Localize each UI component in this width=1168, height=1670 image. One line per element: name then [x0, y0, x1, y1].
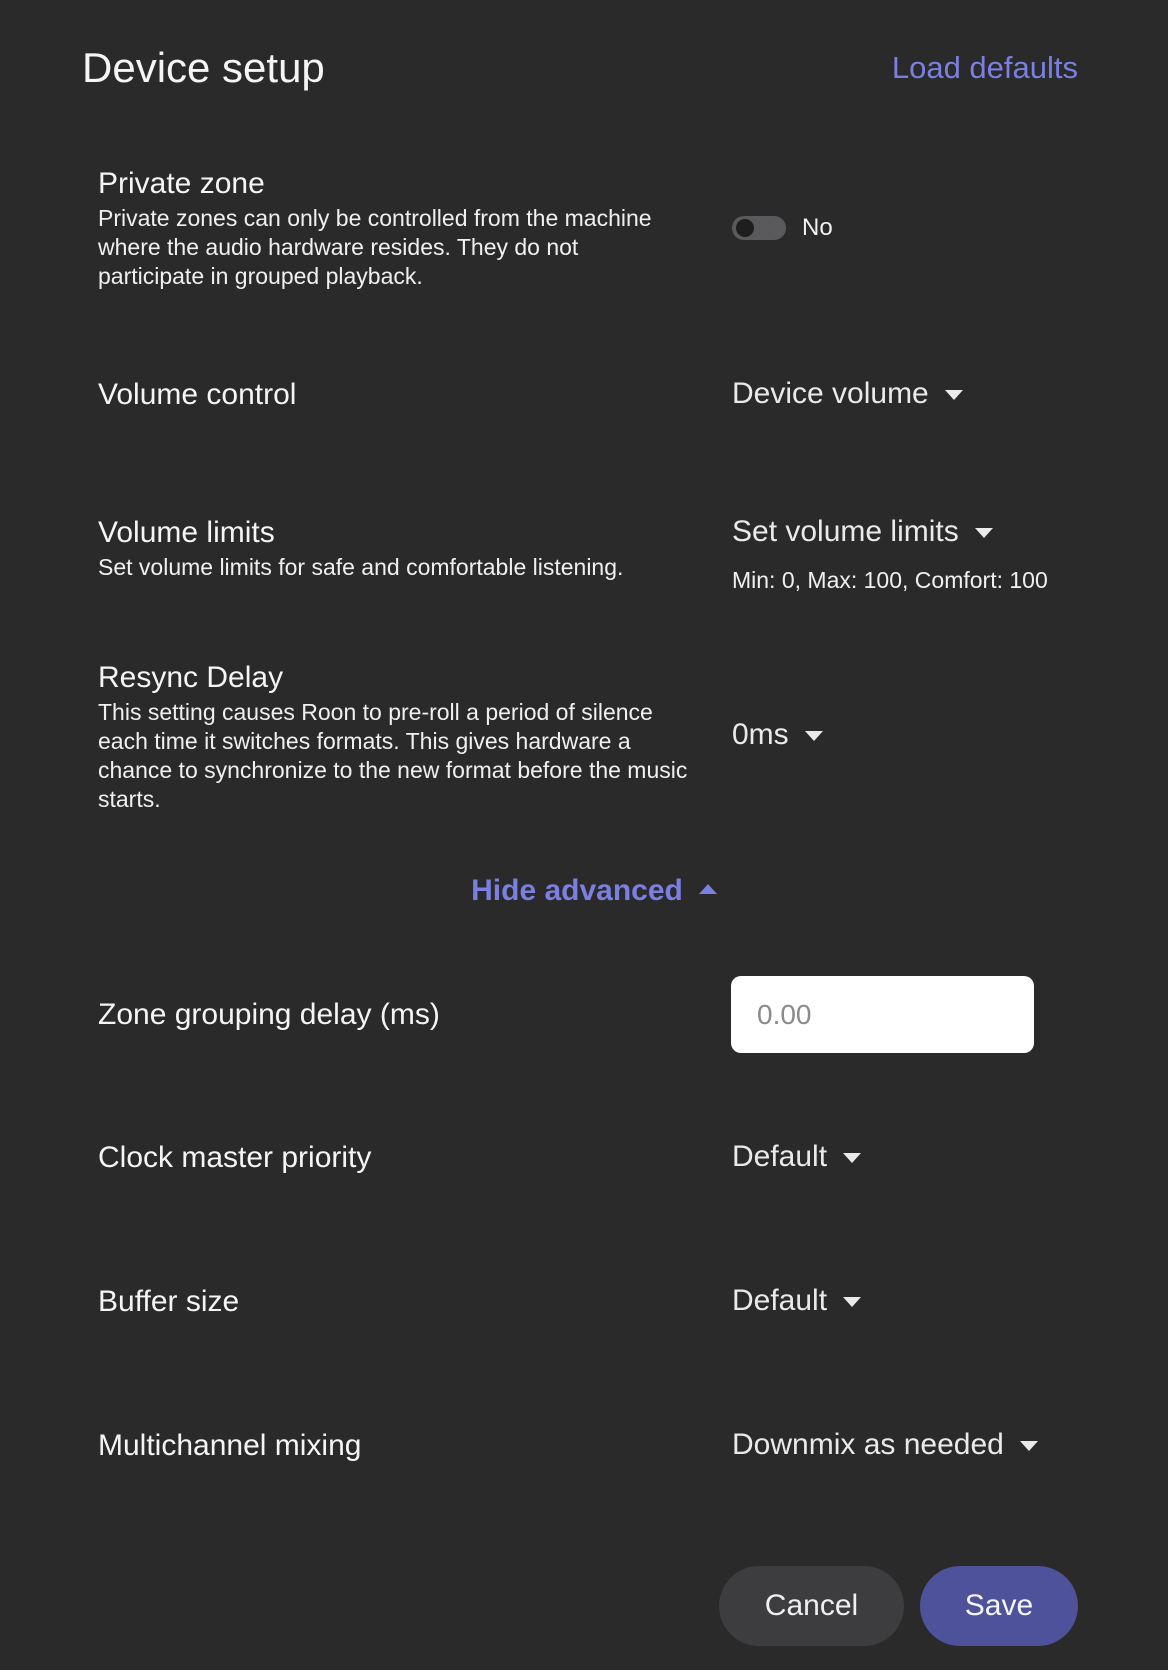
multichannel-mixing-dropdown[interactable] — [732, 1428, 1038, 1462]
multichannel-mixing-value: Downmix as needed — [732, 1428, 1004, 1461]
resync-delay-value: 0ms — [732, 718, 789, 751]
chevron-down-icon — [805, 731, 823, 741]
buffer-size-setting — [98, 1284, 1078, 1320]
volume-control-label: Volume control — [98, 378, 297, 411]
private-zone-label: Private zone — [98, 167, 265, 200]
volume-limits-value: Set volume limits — [732, 515, 959, 548]
resync-delay-label: Resync Delay — [98, 661, 284, 694]
resync-delay-setting — [98, 660, 1078, 814]
volume-control-dropdown[interactable] — [732, 377, 963, 411]
multichannel-mixing-label: Multichannel mixing — [98, 1429, 362, 1462]
chevron-down-icon — [945, 390, 963, 400]
buffer-size-dropdown[interactable] — [732, 1284, 861, 1318]
zone-grouping-delay-input[interactable] — [731, 976, 1034, 1053]
private-zone-toggle-label: No — [802, 214, 833, 241]
chevron-down-icon — [843, 1153, 861, 1163]
resync-delay-dropdown[interactable] — [732, 718, 823, 752]
private-zone-setting — [98, 166, 1078, 291]
zone-grouping-delay-label: Zone grouping delay (ms) — [98, 998, 440, 1031]
page-title: Device setup — [82, 44, 325, 91]
chevron-down-icon — [975, 528, 993, 538]
clock-master-priority-dropdown[interactable] — [732, 1140, 861, 1174]
buffer-size-label: Buffer size — [98, 1285, 240, 1318]
volume-limits-summary: Min: 0, Max: 100, Comfort: 100 — [732, 567, 1048, 593]
volume-control-value: Device volume — [732, 377, 929, 410]
save-button[interactable]: Save — [920, 1566, 1078, 1646]
hide-advanced-label: Hide advanced — [471, 874, 683, 907]
volume-limits-description: Set volume limits for safe and comfortable listening. — [98, 554, 624, 580]
cancel-button[interactable]: Cancel — [719, 1566, 904, 1646]
buffer-size-value: Default — [732, 1284, 828, 1317]
chevron-up-icon — [699, 884, 717, 894]
chevron-down-icon — [843, 1297, 861, 1307]
resync-delay-description: This setting causes Roon to pre-roll a period of silence each time it switches formats. This gives hardware a chance to synchronize to the new format before the music starts. — [98, 699, 688, 812]
clock-master-priority-label: Clock master priority — [98, 1141, 372, 1174]
volume-limits-label: Volume limits — [98, 516, 275, 549]
hide-advanced-toggle[interactable] — [0, 874, 1168, 908]
load-defaults-link[interactable]: Load defaults — [891, 50, 1078, 85]
volume-limits-dropdown[interactable] — [732, 515, 993, 549]
clock-master-priority-setting — [98, 1140, 1078, 1176]
private-zone-description: Private zones can only be controlled from the machine where the audio hardware resides. They do not participate in grouped playback. — [98, 205, 652, 289]
private-zone-toggle-group[interactable] — [732, 214, 833, 242]
clock-master-priority-value: Default — [732, 1140, 828, 1173]
chevron-down-icon — [1020, 1441, 1038, 1451]
private-zone-toggle[interactable] — [732, 216, 786, 240]
toggle-knob — [736, 219, 754, 237]
